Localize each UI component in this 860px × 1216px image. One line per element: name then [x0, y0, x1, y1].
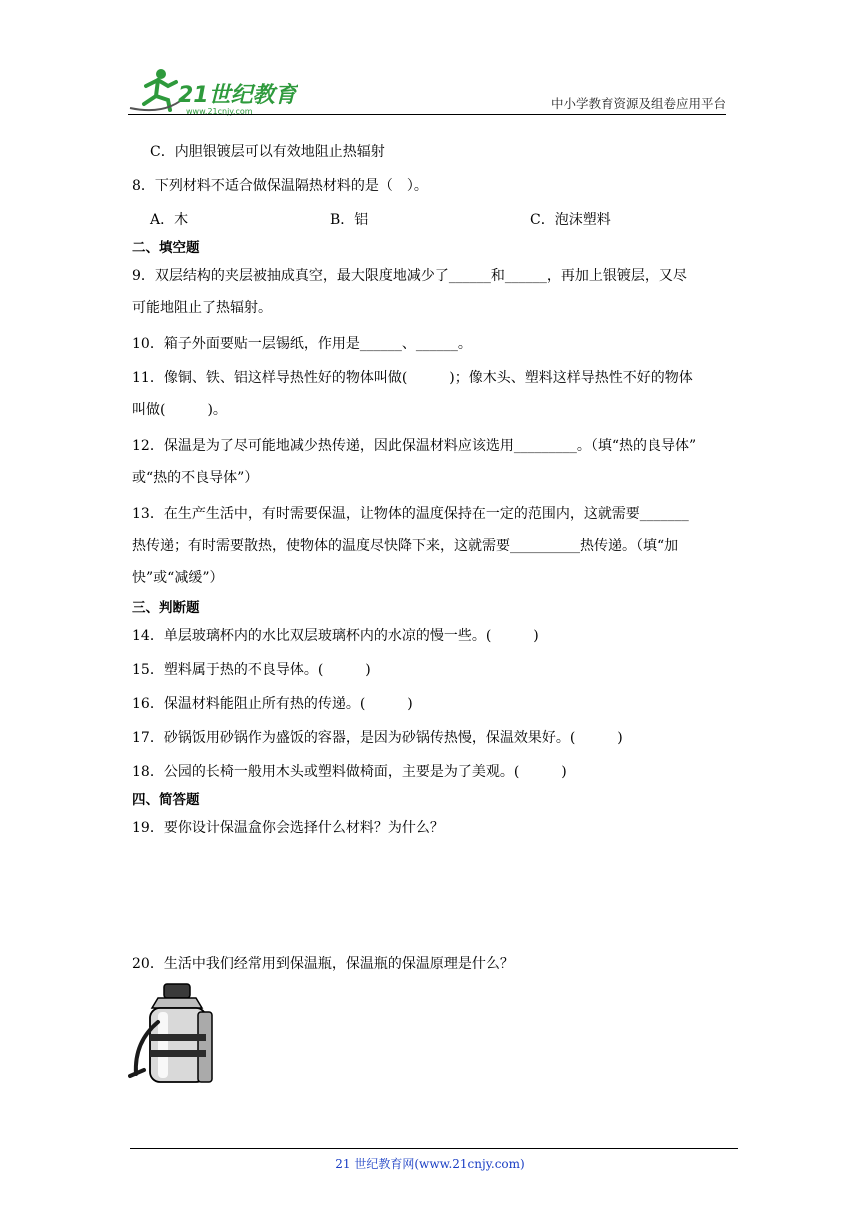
section-true-false: 三、判断题	[132, 600, 200, 616]
question-10: 10．箱子外面要贴一层锡纸，作用是______、______。	[132, 336, 472, 352]
footer-text: 21 世纪教育网(www.21cnjy.com)	[335, 1157, 525, 1171]
question-8: 8．下列材料不适合做保温隔热材料的是（ ）。	[132, 178, 428, 194]
question-14: 14．单层玻璃杯内的水比双层玻璃杯内的水凉的慢一些。( )	[132, 628, 539, 644]
question-17: 17．砂锅饭用砂锅作为盛饭的容器，是因为砂锅传热慢，保温效果好。( )	[132, 730, 623, 746]
question-15: 15．塑料属于热的不良导体。( )	[132, 662, 371, 678]
section-short-answer: 四、简答题	[132, 792, 200, 808]
question-20: 20．生活中我们经常用到保温瓶，保温瓶的保温原理是什么？	[132, 956, 514, 972]
question-9-line2: 可能地阻止了热辐射。	[132, 300, 272, 316]
logo-text: 21世纪教育	[178, 83, 297, 108]
site-logo	[128, 64, 298, 118]
question-13-line1: 13．在生产生活中，有时需要保温，让物体的温度保持在一定的范围内，这就需要_______	[132, 506, 689, 522]
footer-divider	[130, 1148, 738, 1149]
q8-option-c: C．泡沫塑料	[530, 212, 611, 228]
question-12-line2: 或“热的不良导体”）	[132, 470, 259, 486]
q8-option-a: A．木	[150, 212, 189, 228]
question-13-line2: 热传递；有时需要散热，使物体的温度尽快降下来，这就需要__________热传递。（填“加	[132, 538, 679, 554]
question-9-line1: 9．双层结构的夹层被抽成真空，最大限度地减少了______和______，再加上银镀层，又尽	[132, 268, 687, 284]
question-13-line3: 快”或“减缓”）	[132, 570, 224, 586]
platform-name: 中小学教育资源及组卷应用平台	[550, 96, 726, 111]
question-12-line1: 12．保温是为了尽可能地减少热传递，因此保温材料应该选用_________。（填“热的良导体”	[132, 438, 697, 454]
logo-url: www.21cnjy.com	[186, 107, 253, 116]
question-16: 16．保温材料能阻止所有热的传递。( )	[132, 696, 413, 712]
section-fill-in: 二、填空题	[132, 240, 200, 256]
header-divider	[128, 114, 726, 115]
q8-option-b: B．铝	[330, 212, 369, 228]
question-11-line1: 11．像铜、铁、铝这样导热性好的物体叫做( )；像木头、塑料这样导热性不好的物体	[132, 370, 693, 386]
question-11-line2: 叫做( )。	[132, 402, 227, 418]
question-18: 18．公园的长椅一般用木头或塑料做椅面，主要是为了美观。( )	[132, 764, 567, 780]
question-19: 19．要你设计保温盒你会选择什么材料？为什么？	[132, 820, 444, 836]
thermos-bottle-image	[128, 982, 218, 1086]
q7-option-c: C．内胆银镀层可以有效地阻止热辐射	[150, 144, 385, 160]
